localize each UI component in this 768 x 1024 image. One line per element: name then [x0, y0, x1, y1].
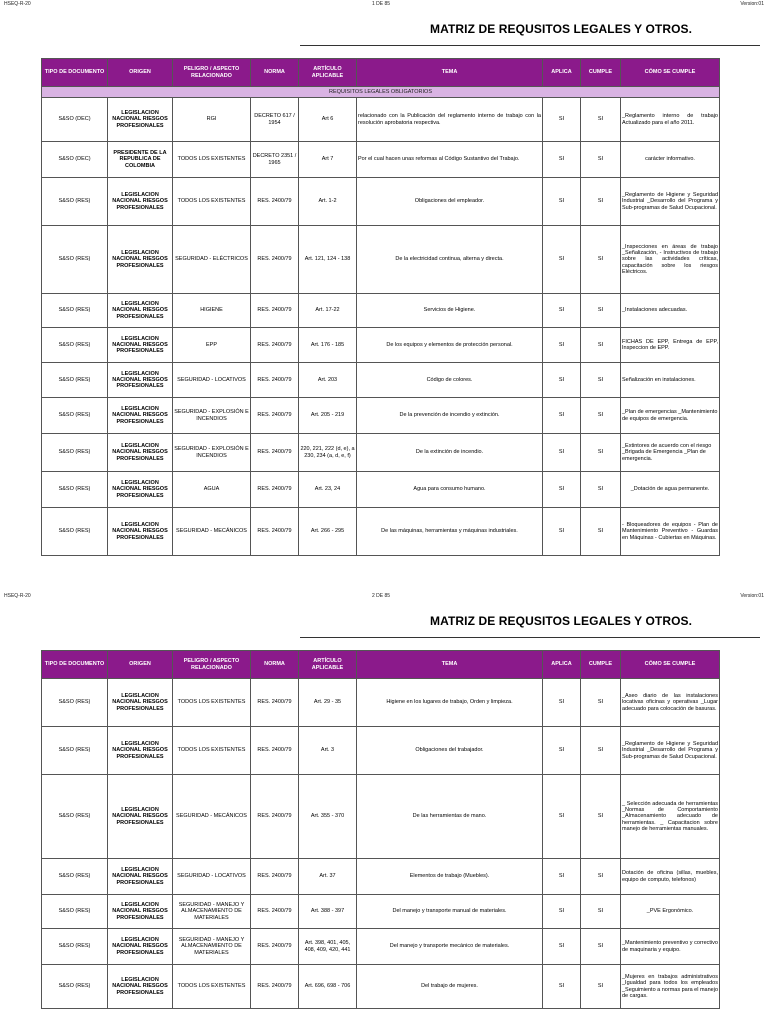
cell: SI	[581, 965, 621, 1009]
table-row	[42, 142, 720, 178]
cell: _Mujeres en trabajos administrativos _Igualdad para todos los empleados _Seguimiento a normas para el manejo de cargas.	[621, 965, 720, 1009]
col-header: ARTÍCULO APLICABLE	[299, 59, 357, 87]
cell: Art. 205 - 219	[299, 398, 357, 434]
cell: LEGISLACION NACIONAL RIESGOS PROFESIONALES	[108, 294, 173, 328]
table-row	[42, 363, 720, 398]
cell: RES. 2400/79	[251, 929, 299, 965]
cell: _Mantenimiento preventivo y correctivo de maquinaria y equipo.	[621, 929, 720, 965]
cell: Art. 266 - 295	[299, 508, 357, 556]
cell: SI	[543, 178, 581, 226]
cell: LEGISLACION NACIONAL RIESGOS PROFESIONALES	[108, 434, 173, 472]
cell: EPP	[173, 328, 251, 363]
cell: Agua para consumo humano.	[357, 472, 543, 508]
requirements-matrix-table	[41, 58, 720, 556]
col-header: CUMPLE	[581, 651, 621, 679]
cell: Dotación de oficina (sillas, muebles, equipo de computo, telefonos)	[621, 859, 720, 895]
cell: Del manejo y transporte manual de materiales.	[357, 895, 543, 929]
cell: SEGURIDAD - EXPLOSIÓN E INCENDIOS	[173, 398, 251, 434]
cell: _Dotación de agua permanente.	[621, 472, 720, 508]
col-header: PELIGRO / ASPECTO RELACIONADO	[173, 59, 251, 87]
cell: De las herramientas de mano.	[357, 775, 543, 859]
page-title: MATRIZ DE REQUSITOS LEGALES Y OTROS.	[430, 22, 693, 36]
cell: Servicios de Higiene.	[357, 294, 543, 328]
cell: S&SO (RES)	[42, 434, 108, 472]
cell: Obligaciones del empleador.	[357, 178, 543, 226]
col-header: APLICA	[543, 651, 581, 679]
cell: RES. 2400/79	[251, 226, 299, 294]
cell: SI	[543, 929, 581, 965]
col-header: TEMA	[357, 651, 543, 679]
cell: Higiene en los lugares de trabajo, Orden y limpieza.	[357, 679, 543, 727]
cell: _Reglamento de Higiene y Seguridad Industrial _Desarrollo del Programa y Sub-programas de Salud Ocupacional.	[621, 727, 720, 775]
cell: SI	[581, 363, 621, 398]
cell: _ Selección adecuada de herramientas _Normas de Comportamiento _Almacenamiento adecuado de herramientas. _ Capacitacion sobre manejo de herramientas manuales.	[621, 775, 720, 859]
cell: SI	[543, 859, 581, 895]
cell: LEGISLACION NACIONAL RIESGOS PROFESIONALES	[108, 398, 173, 434]
cell: RES. 2400/79	[251, 434, 299, 472]
cell: carácter informativo.	[621, 142, 720, 178]
cell: RES. 2400/79	[251, 859, 299, 895]
cell: TODOS LOS EXISTENTES	[173, 142, 251, 178]
cell: SI	[581, 434, 621, 472]
table-row	[42, 679, 720, 727]
table-row	[42, 328, 720, 363]
cell: LEGISLACION NACIONAL RIESGOS PROFESIONALES	[108, 98, 173, 142]
table-row	[42, 472, 720, 508]
col-header: TEMA	[357, 59, 543, 87]
cell: Art 6	[299, 98, 357, 142]
cell: SI	[581, 895, 621, 929]
cell: SEGURIDAD - MANEJO Y ALMACENAMIENTO DE MATERIALES	[173, 895, 251, 929]
cell: _Inspecciones en áreas de trabajo _Señalización, - Instructivos de trabajo sobre las actividades críticas, capacitación sobre los riesgos Eléctricos.	[621, 226, 720, 294]
cell: TODOS LOS EXISTENTES	[173, 679, 251, 727]
cell: SEGURIDAD - MECÁNICOS	[173, 775, 251, 859]
cell: S&SO (RES)	[42, 294, 108, 328]
table-row	[42, 226, 720, 294]
cell: SEGURIDAD - MANEJO Y ALMACENAMIENTO DE MATERIALES	[173, 929, 251, 965]
col-header: CÓMO SE CUMPLE	[621, 651, 720, 679]
cell: SI	[581, 328, 621, 363]
cell: SI	[581, 142, 621, 178]
table-row	[42, 398, 720, 434]
cell: Art. 696, 698 - 706	[299, 965, 357, 1009]
cell: RES. 2400/79	[251, 472, 299, 508]
cell: _PVE Ergonómico.	[621, 895, 720, 929]
col-header: APLICA	[543, 59, 581, 87]
cell: Art. 355 - 370	[299, 775, 357, 859]
cell: RES. 2400/79	[251, 727, 299, 775]
cell: LEGISLACION NACIONAL RIESGOS PROFESIONALES	[108, 727, 173, 775]
table-row	[42, 727, 720, 775]
col-header: CÓMO SE CUMPLE	[621, 59, 720, 87]
cell: RES. 2400/79	[251, 398, 299, 434]
cell: _Instalaciones adecuadas.	[621, 294, 720, 328]
table-row	[42, 98, 720, 142]
cell: S&SO (RES)	[42, 508, 108, 556]
cell: Del manejo y transporte mecánico de materiales.	[357, 929, 543, 965]
col-header: NORMA	[251, 651, 299, 679]
cell: _Reglamento de Higiene y Seguridad Industrial _Desarrollo del Programa y Sub-programas de Salud Ocupacional.	[621, 178, 720, 226]
col-header: TIPO DE DOCUMENTO	[42, 59, 108, 87]
cell: De las máquinas, herramientas y máquinas industriales.	[357, 508, 543, 556]
cell: SI	[581, 929, 621, 965]
cell: S&SO (RES)	[42, 679, 108, 727]
cell: DECRETO 2351 / 1965	[251, 142, 299, 178]
col-header: PELIGRO / ASPECTO RELACIONADO	[173, 651, 251, 679]
cell: AGUA	[173, 472, 251, 508]
table-row	[42, 178, 720, 226]
cell: SI	[581, 226, 621, 294]
cell: SI	[543, 775, 581, 859]
cell: S&SO (DEC)	[42, 142, 108, 178]
cell: relacionado con la Publicación del reglamento interno de trabajo con la resolución aprobatoria respectiva.	[357, 98, 543, 142]
cell: SEGURIDAD - LOCATIVOS	[173, 859, 251, 895]
cell: SI	[543, 294, 581, 328]
table-row	[42, 965, 720, 1009]
cell: S&SO (RES)	[42, 178, 108, 226]
cell: S&SO (RES)	[42, 775, 108, 859]
cell: RES. 2400/79	[251, 679, 299, 727]
section-label: REQUISITOS LEGALES OBLIGATORIOS	[42, 87, 720, 98]
cell: SI	[581, 398, 621, 434]
cell: SEGURIDAD - LOCATIVOS	[173, 363, 251, 398]
cell: Art. 121, 124 - 138	[299, 226, 357, 294]
cell: SI	[543, 98, 581, 142]
table-row	[42, 294, 720, 328]
cell: _Extintores de acuerdo con el riesgo _Brigada de Emergencia _Plan de emergencia.	[621, 434, 720, 472]
cell: Art. 398, 401, 405, 408, 409, 420, 441	[299, 929, 357, 965]
cell: TODOS LOS EXISTENTES	[173, 178, 251, 226]
col-header: ARTÍCULO APLICABLE	[299, 651, 357, 679]
document-page-2	[0, 592, 768, 1024]
page-number: 1 DE 85	[372, 1, 391, 7]
cell: Art 7	[299, 142, 357, 178]
cell: _Plan de emergencias _Mantenimiento de equipos de emergencia.	[621, 398, 720, 434]
cell: Art. 1-2	[299, 178, 357, 226]
cell: SI	[543, 965, 581, 1009]
cell: LEGISLACION NACIONAL RIESGOS PROFESIONALES	[108, 328, 173, 363]
cell: Por el cual hacen unas reformas al Código Sustantivo del Trabajo.	[357, 142, 543, 178]
cell: De los equipos y elementos de protección personal.	[357, 328, 543, 363]
cell: Del trabajo de mujeres.	[357, 965, 543, 1009]
table-row	[42, 775, 720, 859]
cell: Art. 203	[299, 363, 357, 398]
cell: _Reglamento interno de trabajo Actualizado para el año 2011.	[621, 98, 720, 142]
cell: RES. 2400/79	[251, 178, 299, 226]
cell: - Bloqueadores de equipos - Plan de Mantenimiento Preventivo - Guardas en Máquinas - Cubiertas en Máquinas.	[621, 508, 720, 556]
table-row	[42, 895, 720, 929]
cell: S&SO (RES)	[42, 328, 108, 363]
cell: LEGISLACION NACIONAL RIESGOS PROFESIONALES	[108, 226, 173, 294]
cell: RGI	[173, 98, 251, 142]
cell: DECRETO 617 / 1954	[251, 98, 299, 142]
cell: SI	[581, 727, 621, 775]
cell: SI	[543, 895, 581, 929]
col-header: TIPO DE DOCUMENTO	[42, 651, 108, 679]
cell: S&SO (RES)	[42, 895, 108, 929]
cell: S&SO (RES)	[42, 226, 108, 294]
cell: LEGISLACION NACIONAL RIESGOS PROFESIONALES	[108, 929, 173, 965]
cell: LEGISLACION NACIONAL RIESGOS PROFESIONALES	[108, 472, 173, 508]
cell: LEGISLACION NACIONAL RIESGOS PROFESIONALES	[108, 508, 173, 556]
table-header-row	[42, 651, 720, 679]
cell: RES. 2400/79	[251, 965, 299, 1009]
cell: RES. 2400/79	[251, 508, 299, 556]
cell: LEGISLACION NACIONAL RIESGOS PROFESIONALES	[108, 178, 173, 226]
table-row	[42, 929, 720, 965]
cell: SI	[581, 679, 621, 727]
cell: PRESIDENTE DE LA REPUBLICA DE COLOMBIA	[108, 142, 173, 178]
cell: SI	[581, 472, 621, 508]
section-row	[42, 87, 720, 98]
page-number: 2 DE 85	[372, 593, 391, 599]
cell: S&SO (RES)	[42, 965, 108, 1009]
cell: RES. 2400/79	[251, 363, 299, 398]
col-header: ORIGEN	[108, 651, 173, 679]
cell: Art. 388 - 397	[299, 895, 357, 929]
cell: SI	[543, 679, 581, 727]
document-version: Version:01	[740, 1, 764, 7]
cell: RES. 2400/79	[251, 328, 299, 363]
cell: De la extinción de incendio.	[357, 434, 543, 472]
cell: De la prevención de incendio y extinción.	[357, 398, 543, 434]
col-header: ORIGEN	[108, 59, 173, 87]
cell: SI	[581, 178, 621, 226]
col-header: NORMA	[251, 59, 299, 87]
cell: HIGIENE	[173, 294, 251, 328]
title-rule	[300, 45, 760, 46]
cell: SI	[543, 508, 581, 556]
cell: LEGISLACION NACIONAL RIESGOS PROFESIONALES	[108, 363, 173, 398]
cell: S&SO (DEC)	[42, 98, 108, 142]
cell: SI	[581, 508, 621, 556]
cell: LEGISLACION NACIONAL RIESGOS PROFESIONALES	[108, 775, 173, 859]
cell: TODOS LOS EXISTENTES	[173, 965, 251, 1009]
cell: Señalización en instalaciones.	[621, 363, 720, 398]
col-header: CUMPLE	[581, 59, 621, 87]
page-title: MATRIZ DE REQUSITOS LEGALES Y OTROS.	[430, 614, 693, 628]
cell: _Aseo diario de las instalaciones locativas oficinas y operativas _Lugar adecuado para colocación de basuras.	[621, 679, 720, 727]
cell: SI	[543, 398, 581, 434]
cell: SI	[581, 294, 621, 328]
document-version: Version:01	[740, 593, 764, 599]
cell: S&SO (RES)	[42, 363, 108, 398]
cell: SI	[581, 98, 621, 142]
cell: TODOS LOS EXISTENTES	[173, 727, 251, 775]
cell: Art. 23, 24	[299, 472, 357, 508]
cell: SI	[543, 142, 581, 178]
cell: SEGURIDAD - EXPLOSIÓN E INCENDIOS	[173, 434, 251, 472]
cell: S&SO (RES)	[42, 472, 108, 508]
cell: SI	[543, 226, 581, 294]
cell: SI	[543, 727, 581, 775]
cell: SEGURIDAD - ELÉCTRICOS	[173, 226, 251, 294]
cell: LEGISLACION NACIONAL RIESGOS PROFESIONALES	[108, 859, 173, 895]
cell: Elementos de trabajo (Muebles).	[357, 859, 543, 895]
cell: SEGURIDAD - MECÁNICOS	[173, 508, 251, 556]
cell: S&SO (RES)	[42, 727, 108, 775]
cell: Código de colores.	[357, 363, 543, 398]
table-row	[42, 434, 720, 472]
table-row	[42, 508, 720, 556]
cell: Art. 3	[299, 727, 357, 775]
cell: SI	[543, 472, 581, 508]
document-code: HSEQ-R-20	[4, 1, 31, 7]
title-rule	[300, 637, 760, 638]
cell: S&SO (RES)	[42, 929, 108, 965]
cell: Art. 176 - 185	[299, 328, 357, 363]
cell: SI	[581, 775, 621, 859]
cell: SI	[543, 363, 581, 398]
cell: LEGISLACION NACIONAL RIESGOS PROFESIONALES	[108, 895, 173, 929]
table-header-row	[42, 59, 720, 87]
cell: RES. 2400/79	[251, 775, 299, 859]
cell: SI	[581, 859, 621, 895]
cell: LEGISLACION NACIONAL RIESGOS PROFESIONALES	[108, 965, 173, 1009]
cell: SI	[543, 328, 581, 363]
cell: Art. 29 - 35	[299, 679, 357, 727]
cell: LEGISLACION NACIONAL RIESGOS PROFESIONALES	[108, 679, 173, 727]
cell: Art. 37	[299, 859, 357, 895]
cell: 220, 221, 222 (d, e), a 230, 234 (a, d, e, f)	[299, 434, 357, 472]
cell: S&SO (RES)	[42, 398, 108, 434]
cell: Obligaciones del trabajador.	[357, 727, 543, 775]
cell: FICHAS DE EPP, Entrega de EPP, Inspeccion de EPP.	[621, 328, 720, 363]
cell: Art. 17-22	[299, 294, 357, 328]
cell: SI	[543, 434, 581, 472]
cell: RES. 2400/79	[251, 895, 299, 929]
requirements-matrix-table	[41, 650, 720, 1009]
document-code: HSEQ-R-20	[4, 593, 31, 599]
table-row	[42, 859, 720, 895]
cell: De la electricidad continua, alterna y directa.	[357, 226, 543, 294]
cell: RES. 2400/79	[251, 294, 299, 328]
cell: S&SO (RES)	[42, 859, 108, 895]
